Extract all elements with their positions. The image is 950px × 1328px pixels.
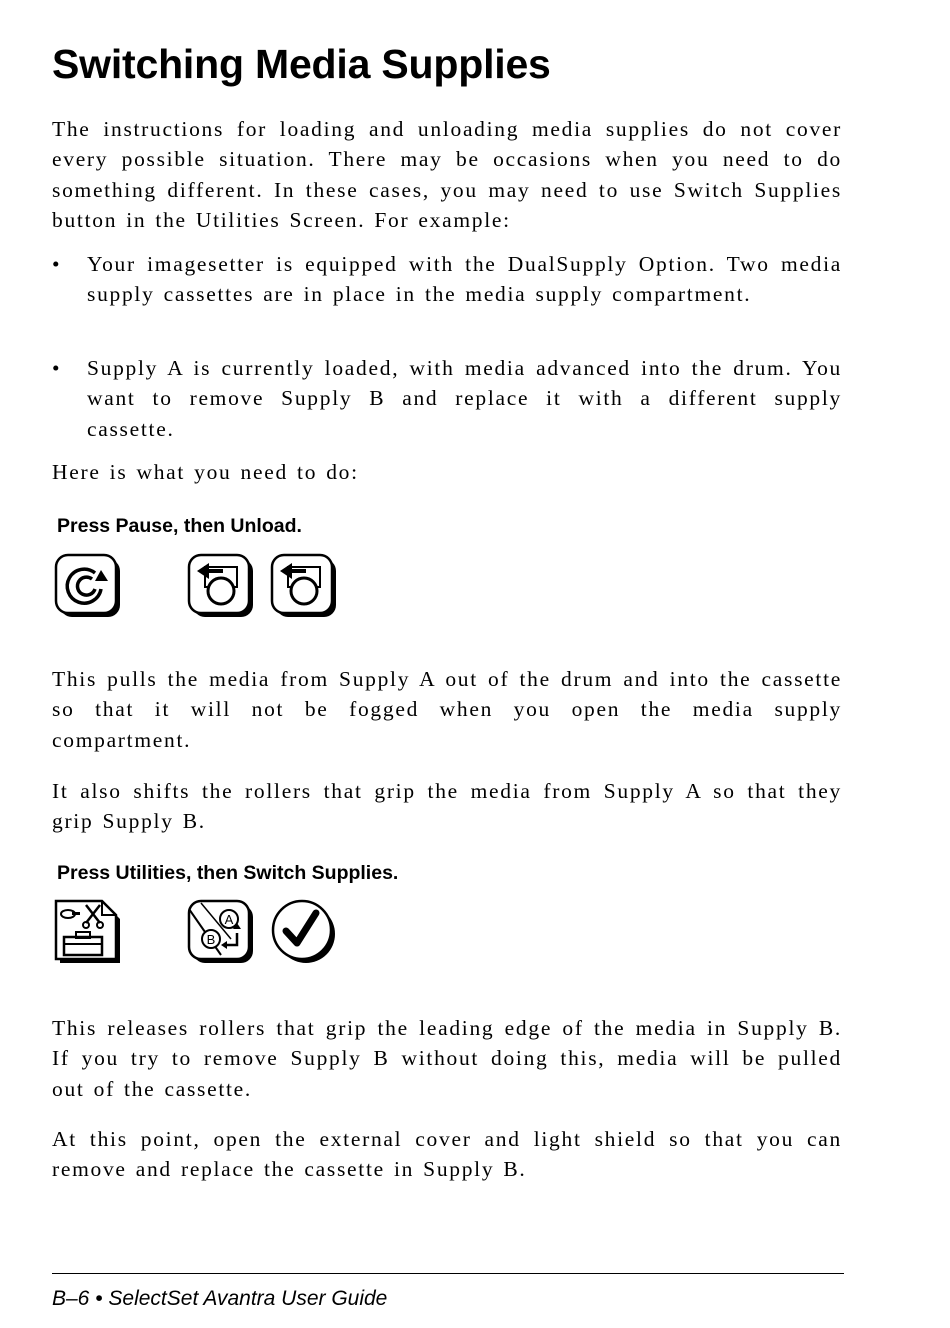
supply-a-letter: A xyxy=(224,912,234,927)
step-label-utilities-switch: Press Utilities, then Switch Supplies. xyxy=(57,862,399,884)
unload-icon xyxy=(187,553,255,619)
bullet-text: Supply A is currently loaded, with media advanced into the drum. You want to remove Supply B and replace it with a different supply cassette. xyxy=(87,356,842,441)
step-label-pause-unload: Press Pause, then Unload. xyxy=(57,515,302,537)
supply-b-letter: B xyxy=(206,932,216,947)
page-footer: B–6 • SelectSet Avantra User Guide xyxy=(52,1287,388,1310)
page-title: Switching Media Supplies xyxy=(52,41,551,87)
unload-icon xyxy=(270,553,338,619)
shift-rollers-paragraph: It also shifts the rollers that grip the media from Supply A so that they grip Supply B. xyxy=(52,779,842,834)
release-rollers-paragraph: This releases rollers that grip the leading edge of the media in Supply B. If you try to remove Supply B without doing this, media will be pulled out of the cassette. xyxy=(52,1016,842,1101)
pause-icon xyxy=(54,553,122,619)
checkmark-icon xyxy=(270,899,338,965)
intro-paragraph: The instructions for loading and unloading media supplies do not cover every possible situation. There may be occasions when you need to do something different. In these cases, you may need to use Switch Supplies button in the Utilities Screen. For example: xyxy=(52,117,842,232)
bullet-text: Your imagesetter is equipped with the DualSupply Option. Two media supply cassettes are in place in the media supply compartment. xyxy=(87,252,842,307)
switch-supplies-icon xyxy=(187,899,255,965)
footer-rule xyxy=(52,1273,844,1274)
bullet-item xyxy=(52,249,842,310)
bullet-marker: • xyxy=(52,252,62,276)
bullet-item xyxy=(52,353,842,444)
pull-media-paragraph: This pulls the media from Supply A out of the drum and into the cassette so that it will not be fogged when you open the media supply compartment. xyxy=(52,667,842,752)
lead-in-text: Here is what you need to do: xyxy=(52,460,359,484)
bullet-marker: • xyxy=(52,356,62,380)
utilities-icon xyxy=(54,899,122,965)
open-cover-paragraph: At this point, open the external cover and light shield so that you can remove and replace the cassette in Supply B. xyxy=(52,1127,842,1182)
